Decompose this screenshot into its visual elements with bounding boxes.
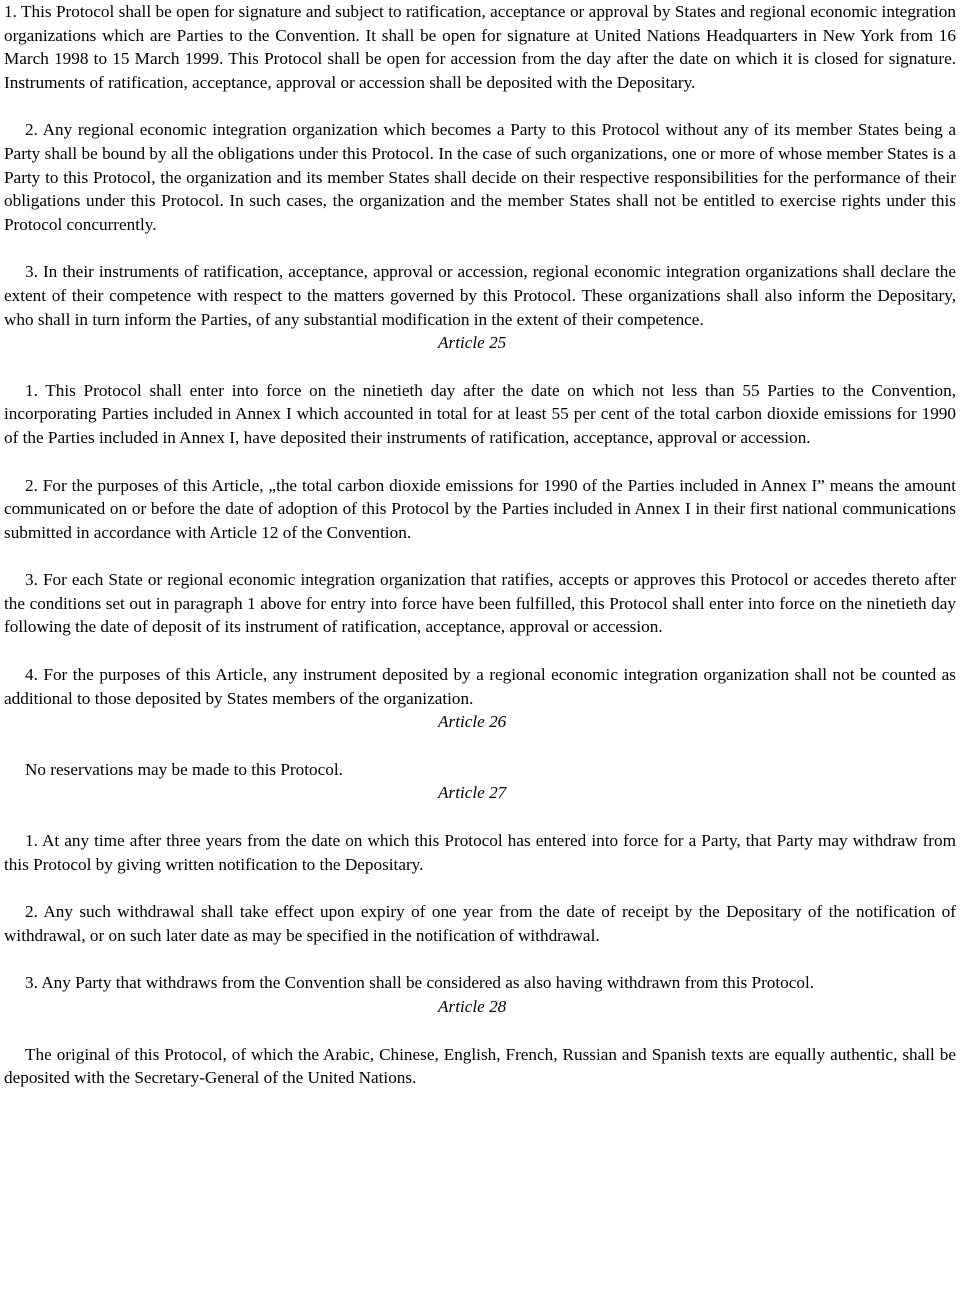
article-24-paragraph-1: 1. This Protocol shall be open for signature and subject to ratification, acceptance or approval by States and regional economic integration organizations which are Parties to the Convention. It shall be open for signature at United Nations Headquarters in New York from 16 March 1998 to 15 March 1999. This Protocol shall be open for accession from the day after the date on which it is closed for signature. Instruments of ratification, acceptance, approval or accession shall be deposited with the Depositary. bbox=[4, 2, 956, 92]
article-28-heading: Article 28 bbox=[438, 997, 507, 1016]
article-25-paragraph-3: 3. For each State or regional economic integration organization that ratifies, accepts or approves this Protocol or accedes thereto after the conditions set out in paragraph 1 above for entry into force have been fulfilled, this Protocol shall enter into force on the ninetieth day following the date of deposit of its instrument of ratification, acceptance, approval or accession. bbox=[4, 570, 956, 637]
article-26-heading: Article 26 bbox=[438, 712, 507, 732]
article-26-paragraph: No reservations may be made to this Protocol. bbox=[25, 759, 343, 779]
article-25-heading: Article 25 bbox=[438, 333, 507, 353]
article-27-paragraph-2: 2. Any such withdrawal shall take effect upon expiry of one year from the date of receipt by the Depositary of the notification of withdrawal, or on such later date as may be specified in the notification of withdrawal. bbox=[4, 902, 956, 945]
article-25-paragraph-4: 4. For the purposes of this Article, any instrument deposited by a regional economic integration organization shall not be counted as additional to those deposited by States members of the organization. bbox=[4, 665, 956, 708]
article-25-paragraph-1: 1. This Protocol shall enter into force on the ninetieth day after the date on which not less than 55 Parties to the Convention, incorporating Parties included in Annex I which accounted in total for at least 55 per cent of the total carbon dioxide emissions for 1990 of the Parties included in Annex I, have deposited their instruments of ratification, acceptance, approval or accession. bbox=[4, 380, 956, 447]
article-24-paragraph-2: 2. Any regional economic integration organization which becomes a Party to this Protocol without any of its member States being a Party shall be bound by all the obligations under this Protocol. In the case of such organizations, one or more of whose member States is a Party to this Protocol, the organization and its member States shall decide on their respective responsibilities for the performance of their obligations under this Protocol. In such cases, the organization and the member States shall not be entitled to exercise rights under this Protocol concurrently. bbox=[4, 120, 956, 234]
document-page bbox=[4, 0, 956, 1090]
article-27-paragraph-3: 3. Any Party that withdraws from the Convention shall be considered as also having withdrawn from this Protocol. bbox=[25, 973, 815, 993]
article-27-heading: Article 27 bbox=[438, 783, 507, 803]
article-24-paragraph-3: 3. In their instruments of ratification, acceptance, approval or accession, regional economic integration organizations shall declare the extent of their competence with respect to the matters governed by this Protocol. These organizations shall also inform the Depositary, who shall in turn inform the Parties, of any substantial modification in the extent of their competence. bbox=[4, 262, 956, 329]
article-25-paragraph-2: 2. For the purposes of this Article, „the total carbon dioxide emissions for 1990 of the Parties included in Annex I” means the amount communicated on or before the date of adoption of this Protocol by the Parties included in Annex I in their first national communications submitted in accordance with Article 12 of the Convention. bbox=[4, 475, 956, 542]
article-28-paragraph: The original of this Protocol, of which the Arabic, Chinese, English, French, Russian and Spanish texts are equally authentic, shall be deposited with the Secretary-General of the United Nations. bbox=[4, 1044, 956, 1088]
article-27-paragraph-1: 1. At any time after three years from the date on which this Protocol has entered into force for a Party, that Party may withdraw from this Protocol by giving written notification to the Depositary. bbox=[4, 831, 956, 874]
